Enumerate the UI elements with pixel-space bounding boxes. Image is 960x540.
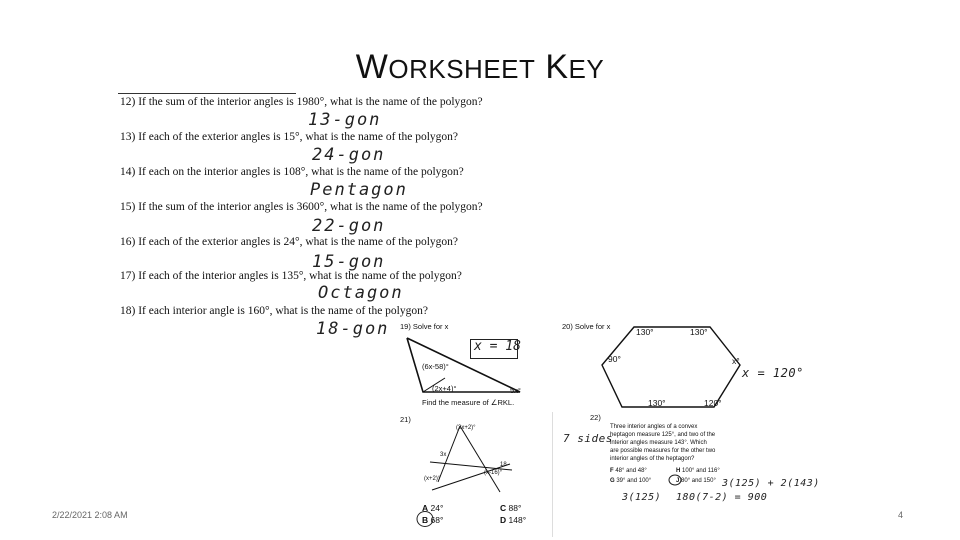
answer-15: 22-gon [312,216,386,236]
q20-answer: x = 120° [742,366,804,380]
q20-angle-3: 90° [608,354,621,364]
q20-angle-6: 120° [704,398,722,408]
title-initial-1: W [355,48,389,86]
q21-choice-c-letter: C [500,503,507,513]
question-15: 15) If the sum of the interior angles is 3600°, what is the name of the polygon? [120,201,483,213]
question-17: 17) If each of the interior angles is 135°, what is the name of the polygon? [120,270,462,282]
q22-choice-h-value: 100° and 116° [682,468,720,474]
column-divider [552,412,553,537]
q22-choice-g-letter: G [610,478,615,484]
answer-13: 24-gon [312,145,386,165]
question-18: 18) If each interior angle is 160°, what is the name of the polygon? [120,305,428,317]
q21-choice-b-value: 68° [430,515,444,525]
answer-16: 15-gon [312,252,386,272]
q21-choice-d-letter: D [500,515,507,525]
answer-17: Octagon [318,283,404,303]
answer-18: 18-gon [316,319,390,339]
q22-choice-g [610,478,651,484]
q22-note: 7 sides [563,432,613,445]
q21-circled-answer-mark [416,510,436,528]
question-16: 16) If each of the exterior angles is 24°, what is the name of the polygon? [120,236,458,248]
page-title [0,48,960,87]
q22-choice-f-letter: F [610,468,614,474]
q20-angle-4: x° [732,356,740,366]
q22-text-5: interior angles of the heptagon? [610,456,695,462]
q22-choice-f [610,468,647,474]
q19-prompt: Find the measure of ∠RKL. [422,398,515,407]
question-14: 14) If each on the interior angles is 108°, what is the name of the polygon? [120,166,464,178]
q21-figure [420,420,520,500]
q22-choice-g-value: 39° and 100° [616,478,652,484]
q20-angle-5: 130° [648,398,666,408]
q21-label-4: (x-16)° [484,470,503,476]
q20-angle-2: 130° [690,327,708,337]
title-rest-1: ORKSHEET [388,54,536,84]
q21-choice-c [500,503,521,513]
q22-text-1: Three interior angles of a convex [610,424,698,430]
q20-label: 20) Solve for x [562,322,611,331]
q19-angle-c: 5x° [510,386,521,395]
q21-label-2: 3x [440,452,447,458]
title-rest-2: EY [568,54,605,84]
top-rule [118,93,296,94]
q21-choice-d-value: 148° [508,515,527,525]
q21-label: 21) [400,415,411,424]
title-initial-2: K [545,48,569,86]
answer-12: 13-gon [308,110,382,130]
q22-choice-h [676,468,720,474]
answer-14: Pentagon [310,180,408,200]
q22-text-4: are possible measures for the other two [610,448,716,454]
q21-label-1: (3x+2)° [456,425,476,431]
q19-answer: x = 18 [474,339,521,354]
q22-work-1: 3(125) + 2(143) [722,478,820,489]
q20-angle-1: 130° [636,327,654,337]
q22-circled-answer-mark [668,474,682,486]
q22-label: 22) [590,413,601,422]
q21-choice-c-value: 88° [508,503,522,513]
q22-text-2: heptagon measure 125°, and two of the [610,432,716,438]
q21-label-5: 18 [500,462,507,468]
q22-work-2: 3(125) [622,492,662,503]
q19-label: 19) Solve for x [400,322,449,331]
q21-choice-a-value: 24° [430,503,444,513]
q22-work-3: 180(7-2) = 900 [676,492,768,503]
q21-choice-a-letter: A [422,503,429,513]
question-13: 13) If each of the exterior angles is 15°, what is the name of the polygon? [120,131,458,143]
footer-date: 2/22/2021 2:08 AM [52,510,128,520]
q20-hexagon-figure [596,325,756,410]
q21-choice-d [500,515,526,525]
q22-text-3: interior angles measure 143°. Which [610,440,707,446]
q22-choice-h-letter: H [676,468,681,474]
question-12: 12) If the sum of the interior angles is 1980°, what is the name of the polygon? [120,96,483,108]
q21-choice-b-letter: B [422,515,429,525]
q19-angle-b: (2x+4)° [432,384,457,393]
q21-label-3: (x+2)° [424,476,441,482]
page-number: 4 [898,510,904,520]
q22-choice-f-value: 48° and 48° [615,468,647,474]
q22-choice-j-letter: J [676,478,680,484]
q19-angle-a: (6x-58)° [422,362,449,371]
q22-choice-j-value: 80° and 150° [681,478,716,484]
